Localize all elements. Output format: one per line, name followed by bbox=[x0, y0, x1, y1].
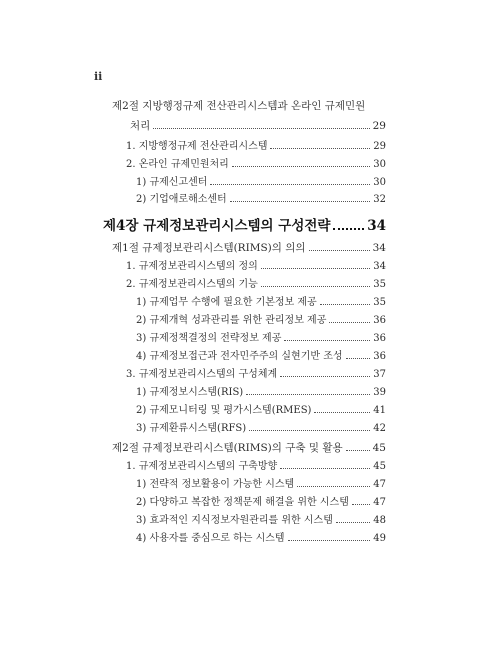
toc-label: 1. 규제정보관리시스템의 구축방향 bbox=[126, 461, 278, 472]
toc-label: 처리 bbox=[130, 120, 151, 132]
leader-dots bbox=[232, 157, 370, 167]
toc-entry[interactable] bbox=[136, 421, 386, 436]
toc-entry[interactable] bbox=[136, 531, 386, 546]
toc-label: 2) 규제모니터링 및 평가시스템(RMES) bbox=[136, 405, 312, 416]
leader-dots bbox=[280, 367, 370, 377]
toc-entry[interactable] bbox=[136, 331, 386, 346]
leader-dots bbox=[153, 119, 369, 129]
leader-dots bbox=[270, 139, 370, 149]
toc-page: 29 bbox=[373, 141, 386, 152]
toc-label: 1. 지방행정규제 전산관리시스템 bbox=[126, 141, 268, 152]
leader-dots bbox=[320, 295, 371, 305]
toc-page: 49 bbox=[373, 533, 386, 544]
toc-page: 37 bbox=[373, 369, 386, 380]
toc-entry[interactable] bbox=[126, 277, 386, 292]
leader-dots bbox=[284, 331, 370, 341]
toc-label: 3. 규제정보관리시스템의 구성체계 bbox=[126, 369, 278, 380]
leader-dots bbox=[329, 313, 370, 323]
toc-page: 29 bbox=[372, 120, 386, 132]
toc-entry[interactable] bbox=[136, 403, 386, 418]
leader-dots bbox=[230, 192, 371, 202]
leader-dots bbox=[309, 241, 370, 251]
toc-page: 34 bbox=[372, 242, 386, 254]
leader-dots bbox=[280, 459, 370, 469]
toc-page: 35 bbox=[373, 297, 386, 308]
toc-page: 42 bbox=[373, 423, 386, 434]
toc-entry[interactable] bbox=[136, 295, 386, 310]
toc-label: 4) 규제정보접근과 전자민주주의 실현기반 조성 bbox=[136, 351, 343, 362]
toc-section[interactable] bbox=[112, 441, 386, 455]
leader-dots bbox=[246, 385, 370, 395]
toc-entry[interactable] bbox=[126, 157, 386, 172]
toc-entry[interactable] bbox=[136, 313, 386, 328]
toc-entry[interactable] bbox=[136, 192, 386, 207]
toc-label: 제2절 지방행정규제 전산관리시스템과 온라인 규제민원 bbox=[112, 100, 366, 112]
toc-page: 47 bbox=[373, 497, 386, 508]
toc-page: 45 bbox=[372, 442, 386, 454]
leader-dots bbox=[297, 477, 370, 487]
toc-label: 3) 규제정책결정의 전략정보 제공 bbox=[136, 333, 282, 344]
toc-label: 2) 규제개혁 성과관리를 위한 관리정보 제공 bbox=[136, 315, 327, 326]
toc-label: 2. 규제정보관리시스템의 기능 bbox=[126, 279, 258, 290]
toc-page: 45 bbox=[373, 461, 386, 472]
toc-page: 30 bbox=[373, 177, 386, 188]
toc-page: 34 bbox=[373, 261, 386, 272]
leader-dots bbox=[261, 259, 370, 269]
leader-dots bbox=[261, 277, 370, 287]
toc-entry[interactable] bbox=[136, 495, 386, 510]
toc-page: 36 bbox=[373, 351, 386, 362]
leader-dots bbox=[352, 495, 370, 505]
toc-label: 1) 규제정보시스템(RIS) bbox=[136, 387, 244, 398]
toc-page: 30 bbox=[373, 159, 386, 170]
toc-label: 제1절 규제정보관리시스템(RIMS)의 의의 bbox=[112, 242, 306, 254]
toc-section[interactable] bbox=[112, 241, 386, 255]
toc-label: 1) 전략적 정보활용이 가능한 시스템 bbox=[136, 479, 295, 490]
toc-label: 2) 다양하고 복잡한 정책문제 해결을 위한 시스템 bbox=[136, 497, 349, 508]
toc-page: 47 bbox=[373, 479, 386, 490]
toc-label: 3) 효과적인 지식정보자원관리를 위한 시스템 bbox=[136, 515, 333, 526]
toc-label: 제4장 규제정보관리시스템의 구성전략 bbox=[103, 218, 331, 234]
toc-entry[interactable] bbox=[136, 477, 386, 492]
leader-dots bbox=[346, 349, 371, 359]
leader-dots bbox=[288, 531, 371, 541]
leader-dots bbox=[249, 421, 370, 431]
leader-dots bbox=[336, 513, 370, 523]
toc-entry[interactable] bbox=[136, 175, 386, 190]
toc-page: 36 bbox=[373, 315, 386, 326]
toc-entry[interactable] bbox=[126, 367, 386, 382]
toc-page: 36 bbox=[373, 333, 386, 344]
toc-section-heading bbox=[112, 99, 386, 113]
toc-label: 2. 온라인 규제민원처리 bbox=[126, 159, 229, 170]
toc-chapter[interactable] bbox=[103, 217, 386, 235]
toc-label: 2) 기업애로해소센터 bbox=[136, 194, 227, 205]
toc-label: 3) 규제환류시스템(RFS) bbox=[136, 423, 247, 434]
toc-label: 1) 규제업무 수행에 필요한 기본정보 제공 bbox=[136, 297, 317, 308]
toc-page: 34 bbox=[367, 218, 386, 234]
toc-entry[interactable] bbox=[130, 119, 386, 133]
page-number: ii bbox=[94, 70, 103, 83]
toc-label: 4) 사용자를 중심으로 하는 시스템 bbox=[136, 533, 285, 544]
toc-entry[interactable] bbox=[136, 385, 386, 400]
leader-dots bbox=[333, 217, 364, 230]
toc-page: 39 bbox=[373, 387, 386, 398]
toc-page: 48 bbox=[373, 515, 386, 526]
toc-entry[interactable] bbox=[136, 513, 386, 528]
toc-entry[interactable] bbox=[126, 139, 386, 154]
toc-entry[interactable] bbox=[126, 459, 386, 474]
leader-dots bbox=[346, 441, 370, 451]
toc-entry[interactable] bbox=[126, 259, 386, 274]
toc-label: 1. 규제정보관리시스템의 정의 bbox=[126, 261, 258, 272]
toc-page: 32 bbox=[373, 194, 386, 205]
leader-dots bbox=[314, 403, 370, 413]
toc-label: 제2절 규제정보관리시스템(RIMS)의 구축 및 활용 bbox=[112, 442, 343, 454]
toc-entry[interactable] bbox=[136, 349, 386, 364]
leader-dots bbox=[210, 175, 370, 185]
toc-label: 1) 규제신고센터 bbox=[136, 177, 208, 188]
toc-page: 35 bbox=[373, 279, 386, 290]
toc-page: 41 bbox=[373, 405, 386, 416]
